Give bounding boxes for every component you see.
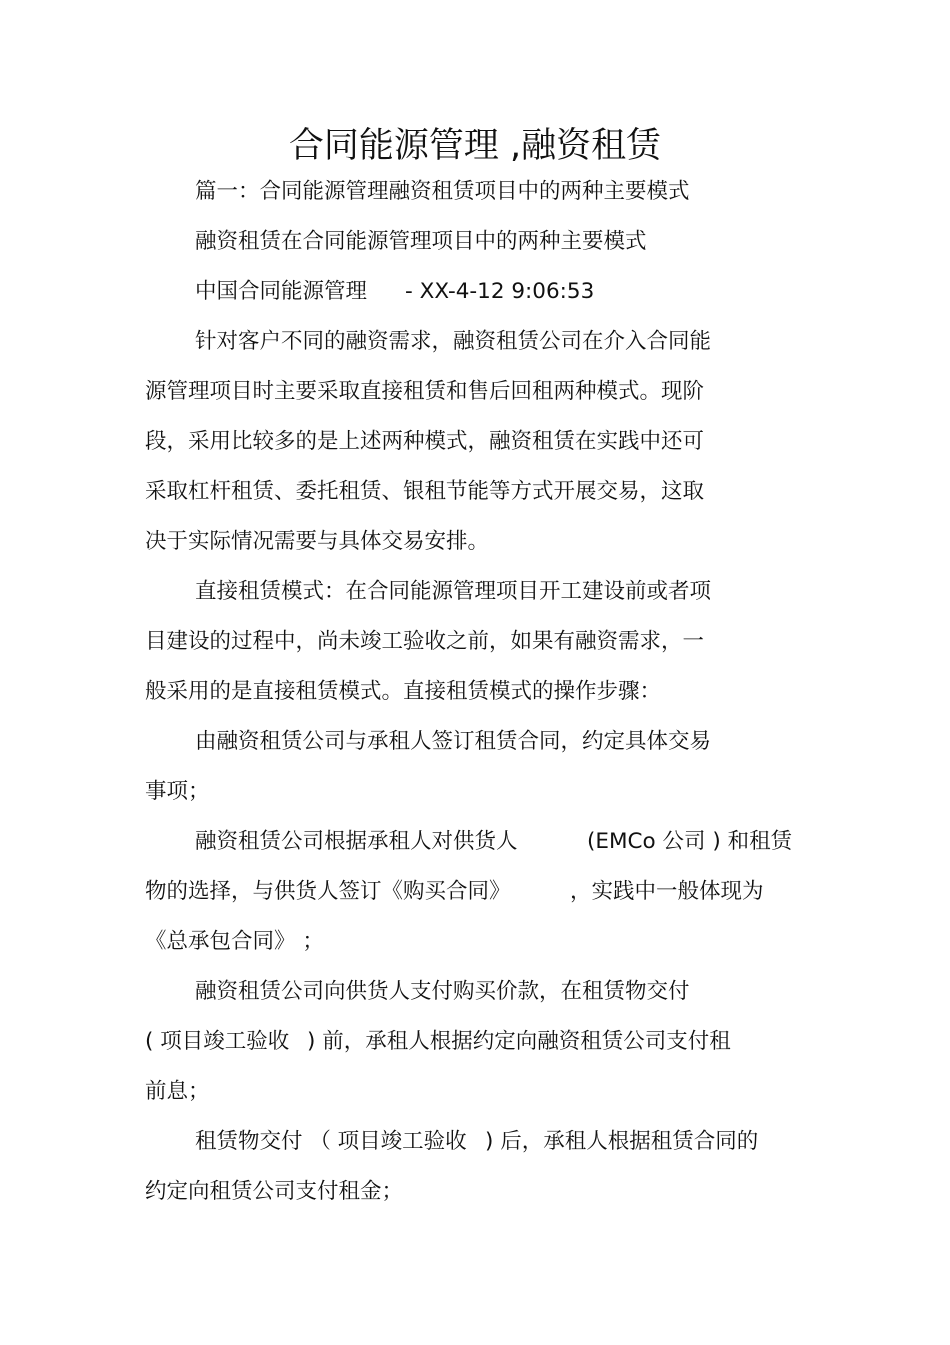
document-title: 合同能源管理 ,融资租赁 bbox=[288, 126, 662, 166]
paragraph-segment: ) 后，承租人根据租赁合同的 bbox=[485, 1129, 759, 1154]
paragraph-line: 决于实际情况需要与具体交易安排。 bbox=[145, 529, 490, 554]
subtitle-1: 篇一：合同能源管理融资租赁项目中的两种主要模式 bbox=[195, 179, 690, 204]
publish-date: - XX-4-12 9:06:53 bbox=[405, 279, 595, 304]
paragraph-line: 前息； bbox=[145, 1079, 210, 1104]
paragraph-line: 目建设的过程中，尚未竣工验收之前，如果有融资需求，一 bbox=[145, 629, 705, 654]
paragraph-line: 《总承包合同》 ； bbox=[145, 929, 324, 954]
paragraph-line: 段，采用比较多的是上述两种模式，融资租赁在实践中还可 bbox=[145, 429, 705, 454]
paragraph-segment: 融资租赁公司根据承租人对供货人 bbox=[195, 829, 518, 854]
paragraph-line: 采取杠杆租赁、委托租赁、银租节能等方式开展交易，这取 bbox=[145, 479, 705, 504]
paragraph-line: 约定向租赁公司支付租金； bbox=[145, 1179, 404, 1204]
source-name: 中国合同能源管理 bbox=[195, 279, 368, 304]
paragraph-line: 般采用的是直接租赁模式。直接租赁模式的操作步骤： bbox=[145, 679, 662, 704]
paragraph-segment: ( 项目竣工验收 bbox=[145, 1029, 290, 1054]
subtitle-2: 融资租赁在合同能源管理项目中的两种主要模式 bbox=[195, 229, 647, 254]
paragraph-line: 由融资租赁公司与承租人签订租赁合同，约定具体交易 bbox=[195, 729, 712, 754]
paragraph-segment: (EMCo 公司 ) 和租赁 bbox=[587, 829, 793, 854]
paragraph-segment: 租赁物交付 （ 项目竣工验收 bbox=[195, 1129, 467, 1154]
paragraph-segment: 物的选择，与供货人签订《购买合同》 bbox=[145, 879, 511, 904]
paragraph-segment: ) 前，承租人根据约定向融资租赁公司支付租 bbox=[307, 1029, 731, 1054]
paragraph-segment: ，实践中一般体现为 bbox=[570, 879, 764, 904]
paragraph-line: 源管理项目时主要采取直接租赁和售后回租两种模式。现阶 bbox=[145, 379, 705, 404]
paragraph-line: 事项； bbox=[145, 779, 210, 804]
paragraph-line: 直接租赁模式：在合同能源管理项目开工建设前或者项 bbox=[195, 579, 712, 604]
paragraph-line: 针对客户不同的融资需求，融资租赁公司在介入合同能 bbox=[195, 329, 712, 354]
paragraph-line: 融资租赁公司向供货人支付购买价款，在租赁物交付 bbox=[195, 979, 690, 1004]
